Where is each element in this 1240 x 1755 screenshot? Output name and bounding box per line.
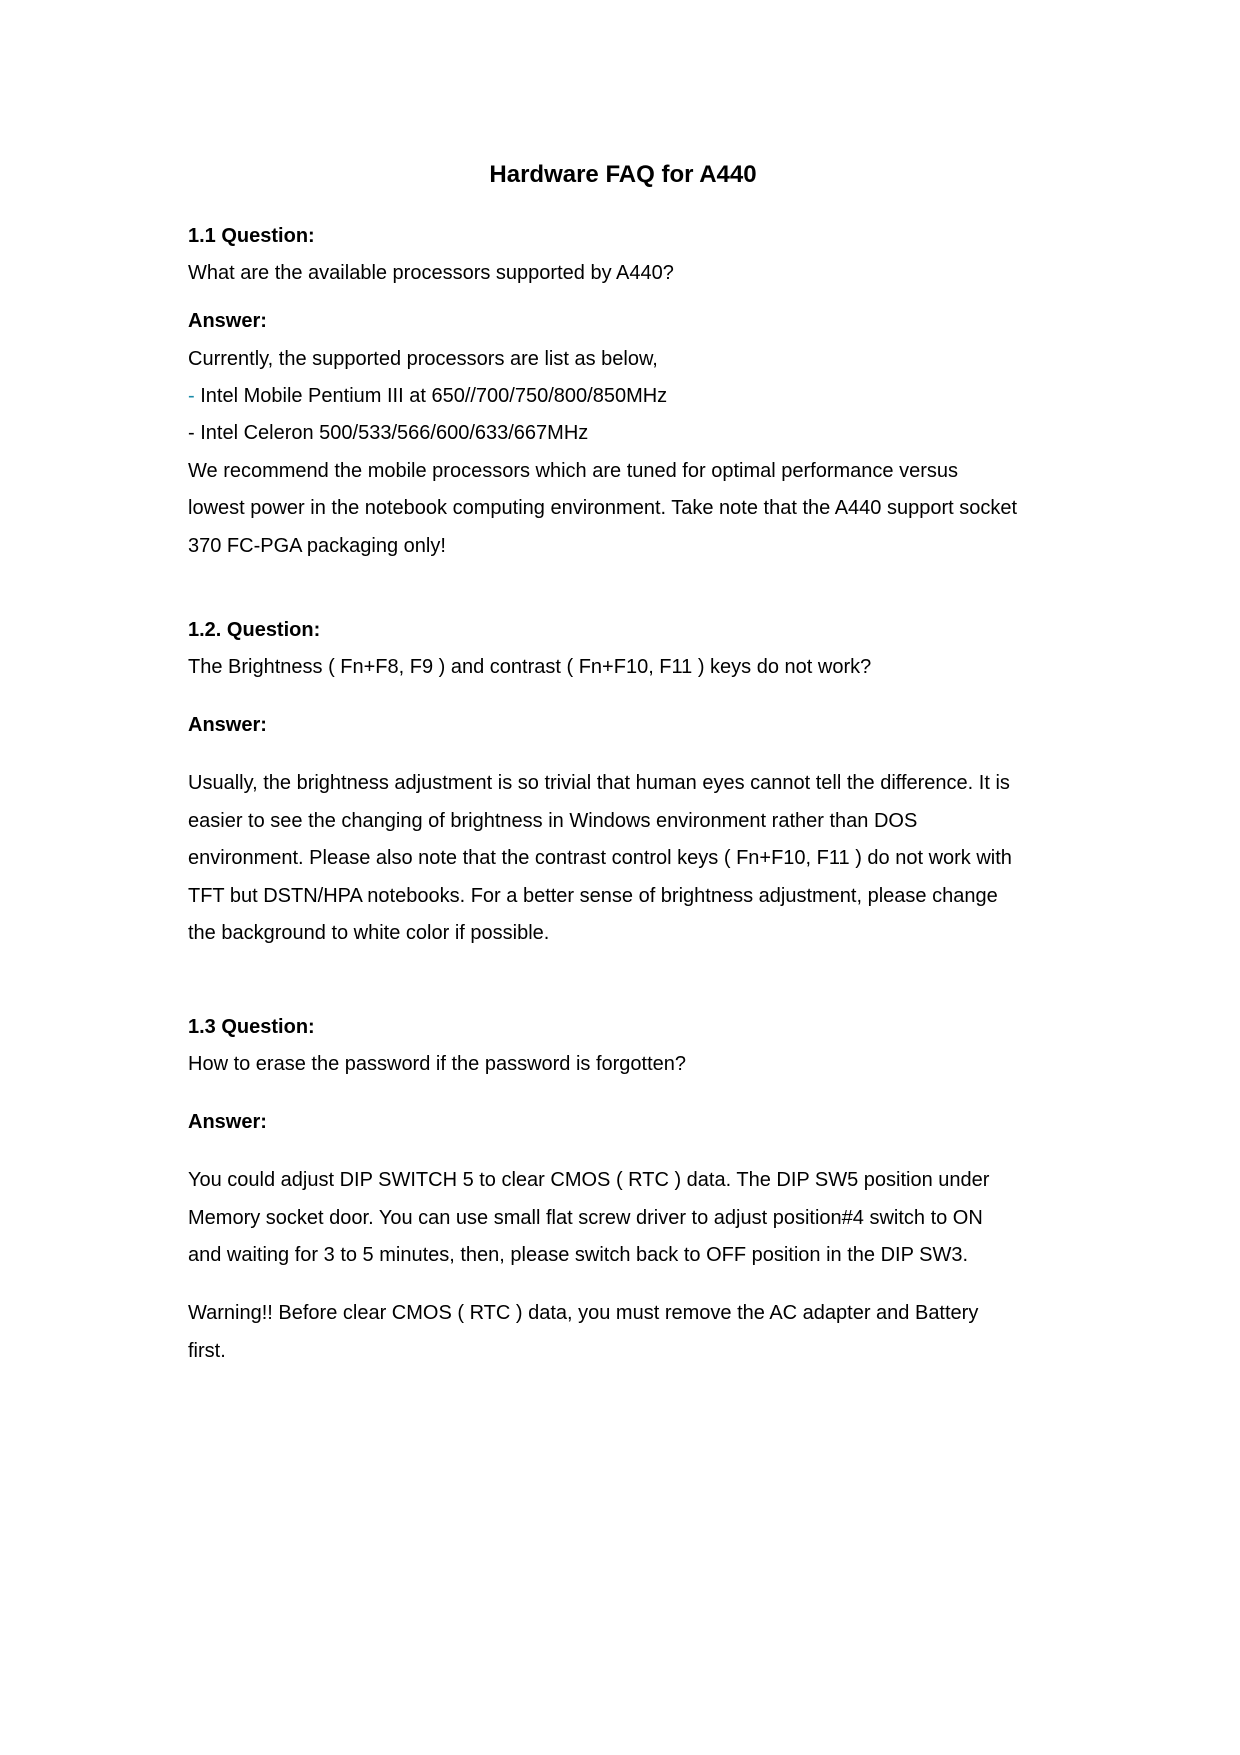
answer-label: Answer: bbox=[188, 714, 267, 736]
warning-line: first. bbox=[188, 1340, 226, 1362]
list-item-text: Intel Mobile Pentium III at 650//700/750/800/850MHz bbox=[194, 385, 668, 407]
question-heading: 1.3 Question: bbox=[188, 1016, 315, 1038]
question-heading: 1.2. Question: bbox=[188, 619, 321, 641]
warning-line: Warning!! Before clear CMOS ( RTC ) data, you must remove the AC adapter and Battery bbox=[188, 1302, 979, 1324]
answer-body-line: 370 FC-PGA packaging only! bbox=[188, 535, 446, 557]
processor-list-item: - Intel Celeron 500/533/566/600/633/667MHz bbox=[188, 422, 589, 444]
answer-body-line: You could adjust DIP SWITCH 5 to clear CMOS ( RTC ) data. The DIP SW5 position under bbox=[188, 1169, 990, 1191]
document-title: Hardware FAQ for A440 bbox=[489, 161, 757, 188]
answer-intro: Currently, the supported processors are list as below, bbox=[188, 348, 658, 370]
answer-body-line: Memory socket door. You can use small flat screw driver to adjust position#4 switch to ON bbox=[188, 1207, 983, 1229]
answer-body-line: We recommend the mobile processors which are tuned for optimal performance versus bbox=[188, 460, 958, 482]
question-text: What are the available processors supported by A440? bbox=[188, 262, 674, 284]
answer-body-line: easier to see the changing of brightness in Windows environment rather than DOS bbox=[188, 810, 918, 832]
question-heading: 1.1 Question: bbox=[188, 225, 315, 247]
answer-body-line: and waiting for 3 to 5 minutes, then, please switch back to OFF position in the DIP SW3. bbox=[188, 1244, 969, 1266]
answer-body-line: lowest power in the notebook computing environment. Take note that the A440 support socket bbox=[188, 497, 1018, 519]
answer-body-line: the background to white color if possible. bbox=[188, 922, 550, 944]
answer-label: Answer: bbox=[188, 1111, 267, 1133]
answer-body-line: environment. Please also note that the contrast control keys ( Fn+F10, F11 ) do not work with bbox=[188, 847, 1012, 869]
list-dash: - bbox=[188, 385, 195, 407]
processor-list-item bbox=[188, 383, 667, 409]
answer-body-line: TFT but DSTN/HPA notebooks. For a better sense of brightness adjustment, please change bbox=[188, 885, 998, 907]
answer-body-line: Usually, the brightness adjustment is so trivial that human eyes cannot tell the difference. It is bbox=[188, 772, 1010, 794]
answer-label: Answer: bbox=[188, 310, 267, 332]
question-text: The Brightness ( Fn+F8, F9 ) and contrast ( Fn+F10, F11 ) keys do not work? bbox=[188, 656, 872, 678]
question-text: How to erase the password if the password is forgotten? bbox=[188, 1053, 687, 1075]
